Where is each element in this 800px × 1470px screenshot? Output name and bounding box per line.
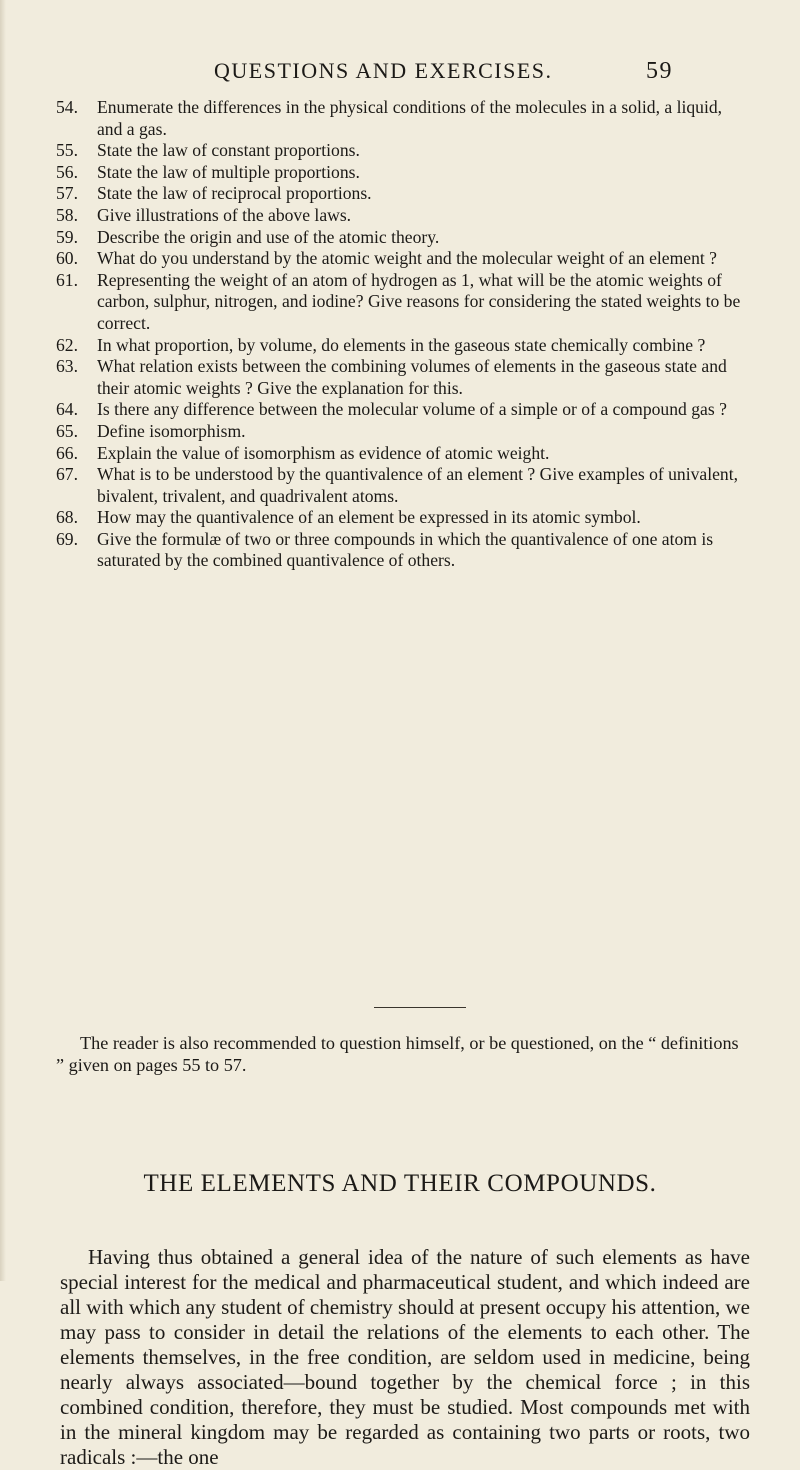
question-item <box>56 227 746 249</box>
section-divider <box>374 1007 466 1008</box>
question-number: 58. <box>56 204 78 225</box>
question-item <box>56 183 746 205</box>
question-text: Describe the origin and use of the atomic theory. <box>97 226 440 247</box>
question-item <box>56 464 746 507</box>
question-number: 61. <box>56 269 78 290</box>
question-item <box>56 248 746 270</box>
question-number: 56. <box>56 161 78 182</box>
question-text: Enumerate the differences in the physical conditions of the molecules in a solid, a liquid, and a gas. <box>97 97 723 139</box>
question-number: 55. <box>56 140 78 161</box>
question-item <box>56 205 746 227</box>
question-item <box>56 507 746 529</box>
reader-note: The reader is also recommended to question himself, or be questioned, on the “ definitions ” given on pages 55 to 57. <box>56 1033 739 1076</box>
question-text: State the law of multiple proportions. <box>97 161 360 182</box>
question-text: Give the formulæ of two or three compounds in which the quantivalence of one atom is saturated by the combined quantivalence of others. <box>97 528 714 571</box>
question-text: Define isomorphism. <box>97 420 246 441</box>
question-item <box>56 162 746 184</box>
question-item <box>56 529 746 572</box>
question-number: 64. <box>56 399 78 420</box>
question-text: Explain the value of isomorphism as evidence of atomic weight. <box>97 442 550 463</box>
question-item <box>56 270 746 335</box>
question-number: 66. <box>56 442 78 463</box>
question-number: 63. <box>56 356 78 377</box>
page-edge <box>0 0 6 1281</box>
question-item <box>56 97 746 140</box>
question-text: State the law of reciprocal proportions. <box>97 183 372 204</box>
question-item <box>56 421 746 443</box>
page-number: 59 <box>646 58 673 84</box>
question-item <box>56 356 746 399</box>
question-text: How may the quantivalence of an element be expressed in its atomic symbol. <box>97 507 641 528</box>
question-number: 67. <box>56 464 78 485</box>
question-text: State the law of constant proportions. <box>97 140 360 161</box>
question-number: 59. <box>56 226 78 247</box>
question-text: What relation exists between the combining volumes of elements in the gaseous state and their atomic weights ? Give the explanation for this. <box>97 356 727 398</box>
question-text: Give illustrations of the above laws. <box>97 204 352 225</box>
question-number: 57. <box>56 183 78 204</box>
body-paragraph: Having thus obtained a general idea of the nature of such elements as have special interest for the medical and pharmaceutical student, and which indeed are all with which any student of chemistry should at present occupy his attention, we may pass to consider in detail the relations of the elements to each other. The elements themselves, in the free condition, are seldom used in medicine, being nearly always associated—bound together by the chemical force ; in this combined condition, therefore, they must be studied. Most compounds met with in the mineral kingdom may be regarded as containing two parts or roots, two radicals :—the one <box>60 1245 750 1469</box>
question-number: 69. <box>56 528 78 549</box>
question-text: In what proportion, by volume, do elements in the gaseous state chemically combine ? <box>97 334 706 355</box>
question-text: Representing the weight of an atom of hydrogen as 1, what will be the atomic weights of carbon, sulphur, nitrogen, and iodine? Give reasons for considering the stated weights to be correct. <box>97 269 741 333</box>
question-item <box>56 140 746 162</box>
question-text: What do you understand by the atomic weight and the molecular weight of an element ? <box>97 248 717 269</box>
question-number: 54. <box>56 97 78 117</box>
question-number: 68. <box>56 507 78 528</box>
question-number: 65. <box>56 420 78 441</box>
question-item <box>56 443 746 465</box>
question-text: What is to be understood by the quantivalence of an element ? Give examples of univalent, bivalent, trivalent, and quadrivalent atoms. <box>97 464 738 506</box>
question-number: 62. <box>56 334 78 355</box>
question-text: Is there any difference between the molecular volume of a simple or of a compound gas ? <box>97 399 727 420</box>
question-item <box>56 399 746 421</box>
running-head-title: QUESTIONS AND EXERCISES. <box>214 58 553 83</box>
question-item <box>56 335 746 357</box>
section-heading: THE ELEMENTS AND THEIR COMPOUNDS. <box>143 1170 657 1197</box>
question-list <box>56 97 746 572</box>
question-number: 60. <box>56 248 78 269</box>
